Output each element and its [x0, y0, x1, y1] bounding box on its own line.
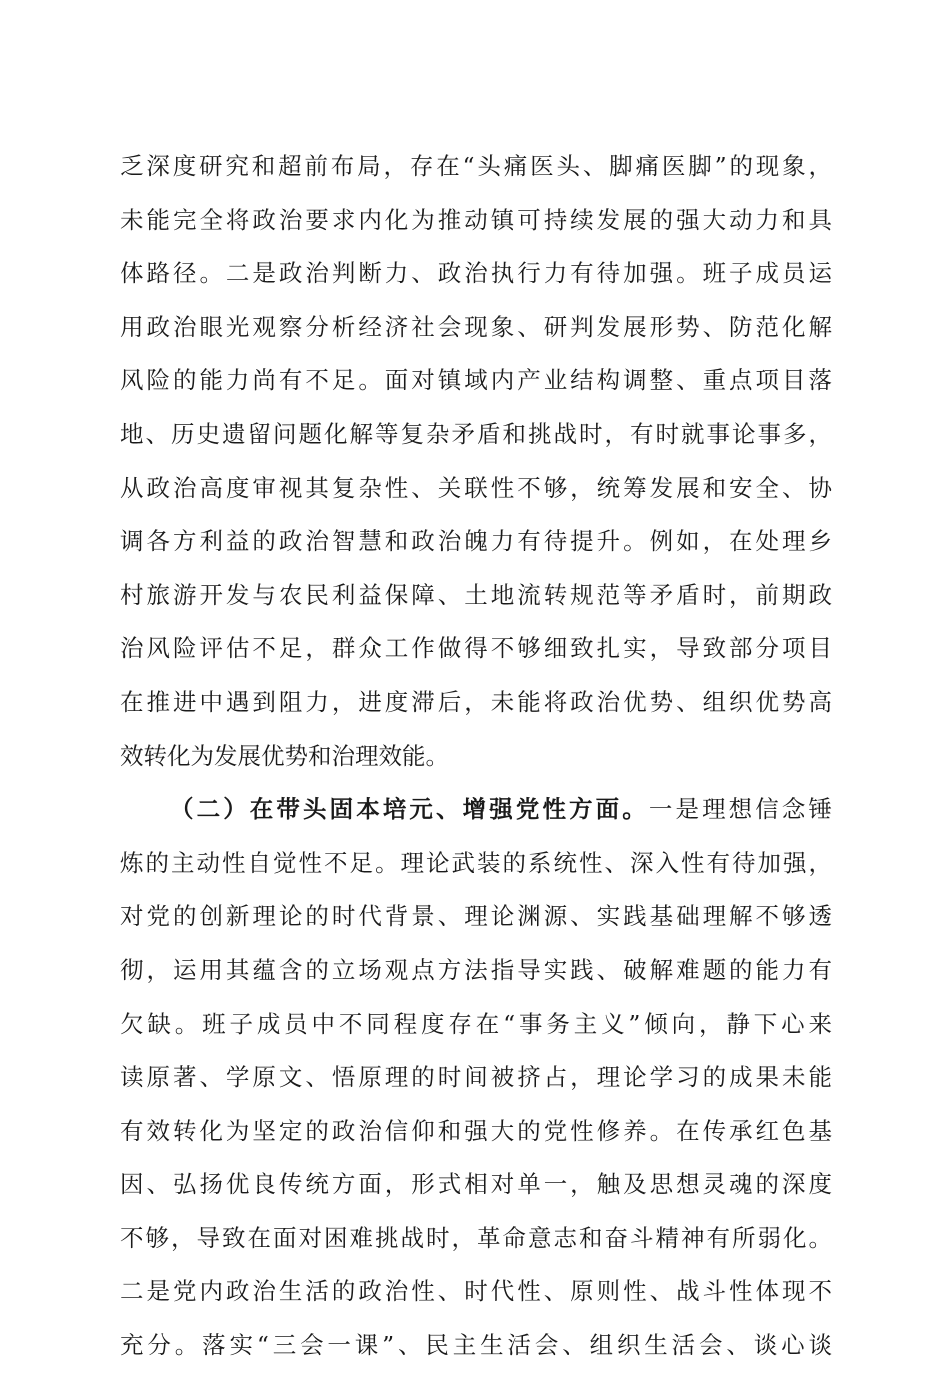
body-line: 彻，运用其蕴含的立场观点方法指导实践、破解难题的能力有 [120, 955, 832, 984]
body-line: 治风险评估不足，群众工作做得不够细致扎实，导致部分项目 [120, 634, 832, 663]
body-line: 二是党内政治生活的政治性、时代性、原则性、战斗性体现不 [120, 1277, 832, 1306]
section-2-heading: （二）在带头固本培元、增强党性方面。 [170, 795, 649, 824]
document-body [120, 140, 832, 1373]
body-line: 从政治高度审视其复杂性、关联性不够，统筹发展和安全、协 [120, 473, 832, 502]
body-line: 体路径。二是政治判断力、政治执行力有待加强。班子成员运 [120, 259, 832, 288]
body-line: 读原著、学原文、悟原理的时间被挤占，理论学习的成果未能 [120, 1063, 832, 1092]
body-line: 不够，导致在面对困难挑战时，革命意志和奋斗精神有所弱化。 [120, 1223, 832, 1252]
body-line: 乏深度研究和超前布局，存在“头痛医头、脚痛医脚”的现象， [120, 152, 832, 180]
section-2-first-line [120, 783, 832, 837]
body-line: 有效转化为坚定的政治信仰和强大的党性修养。在传承红色基 [120, 1116, 832, 1145]
body-line: 调各方利益的政治智慧和政治魄力有待提升。例如，在处理乡 [120, 527, 832, 556]
body-line: 欠缺。班子成员中不同程度存在“事务主义”倾向，静下心来 [120, 1009, 832, 1038]
body-line: 未能完全将政治要求内化为推动镇可持续发展的强大动力和具 [120, 205, 832, 234]
body-line: 充分。落实“三会一课”、民主生活会、组织生活会、谈心谈 [120, 1331, 832, 1360]
body-line: 炼的主动性自觉性不足。理论武装的系统性、深入性有待加强， [120, 848, 832, 877]
body-line: 因、弘扬优良传统方面，形式相对单一，触及思想灵魂的深度 [120, 1170, 832, 1199]
body-line: 用政治眼光观察分析经济社会现象、研判发展形势、防范化解 [120, 312, 832, 341]
body-line: 效转化为发展优势和治理效能。 [120, 741, 449, 770]
body-line: 村旅游开发与农民利益保障、土地流转规范等矛盾时，前期政 [120, 580, 832, 609]
body-line: 风险的能力尚有不足。面对镇域内产业结构调整、重点项目落 [120, 366, 832, 395]
body-line: 地、历史遗留问题化解等复杂矛盾和挑战时，有时就事论事多， [120, 419, 832, 448]
body-line: 对党的创新理论的时代背景、理论渊源、实践基础理解不够透 [120, 902, 832, 931]
body-line: 在推进中遇到阻力，进度滞后，未能将政治优势、组织优势高 [120, 687, 832, 716]
section-2-first-line-rest: 一是理想信念锤 [648, 795, 832, 824]
